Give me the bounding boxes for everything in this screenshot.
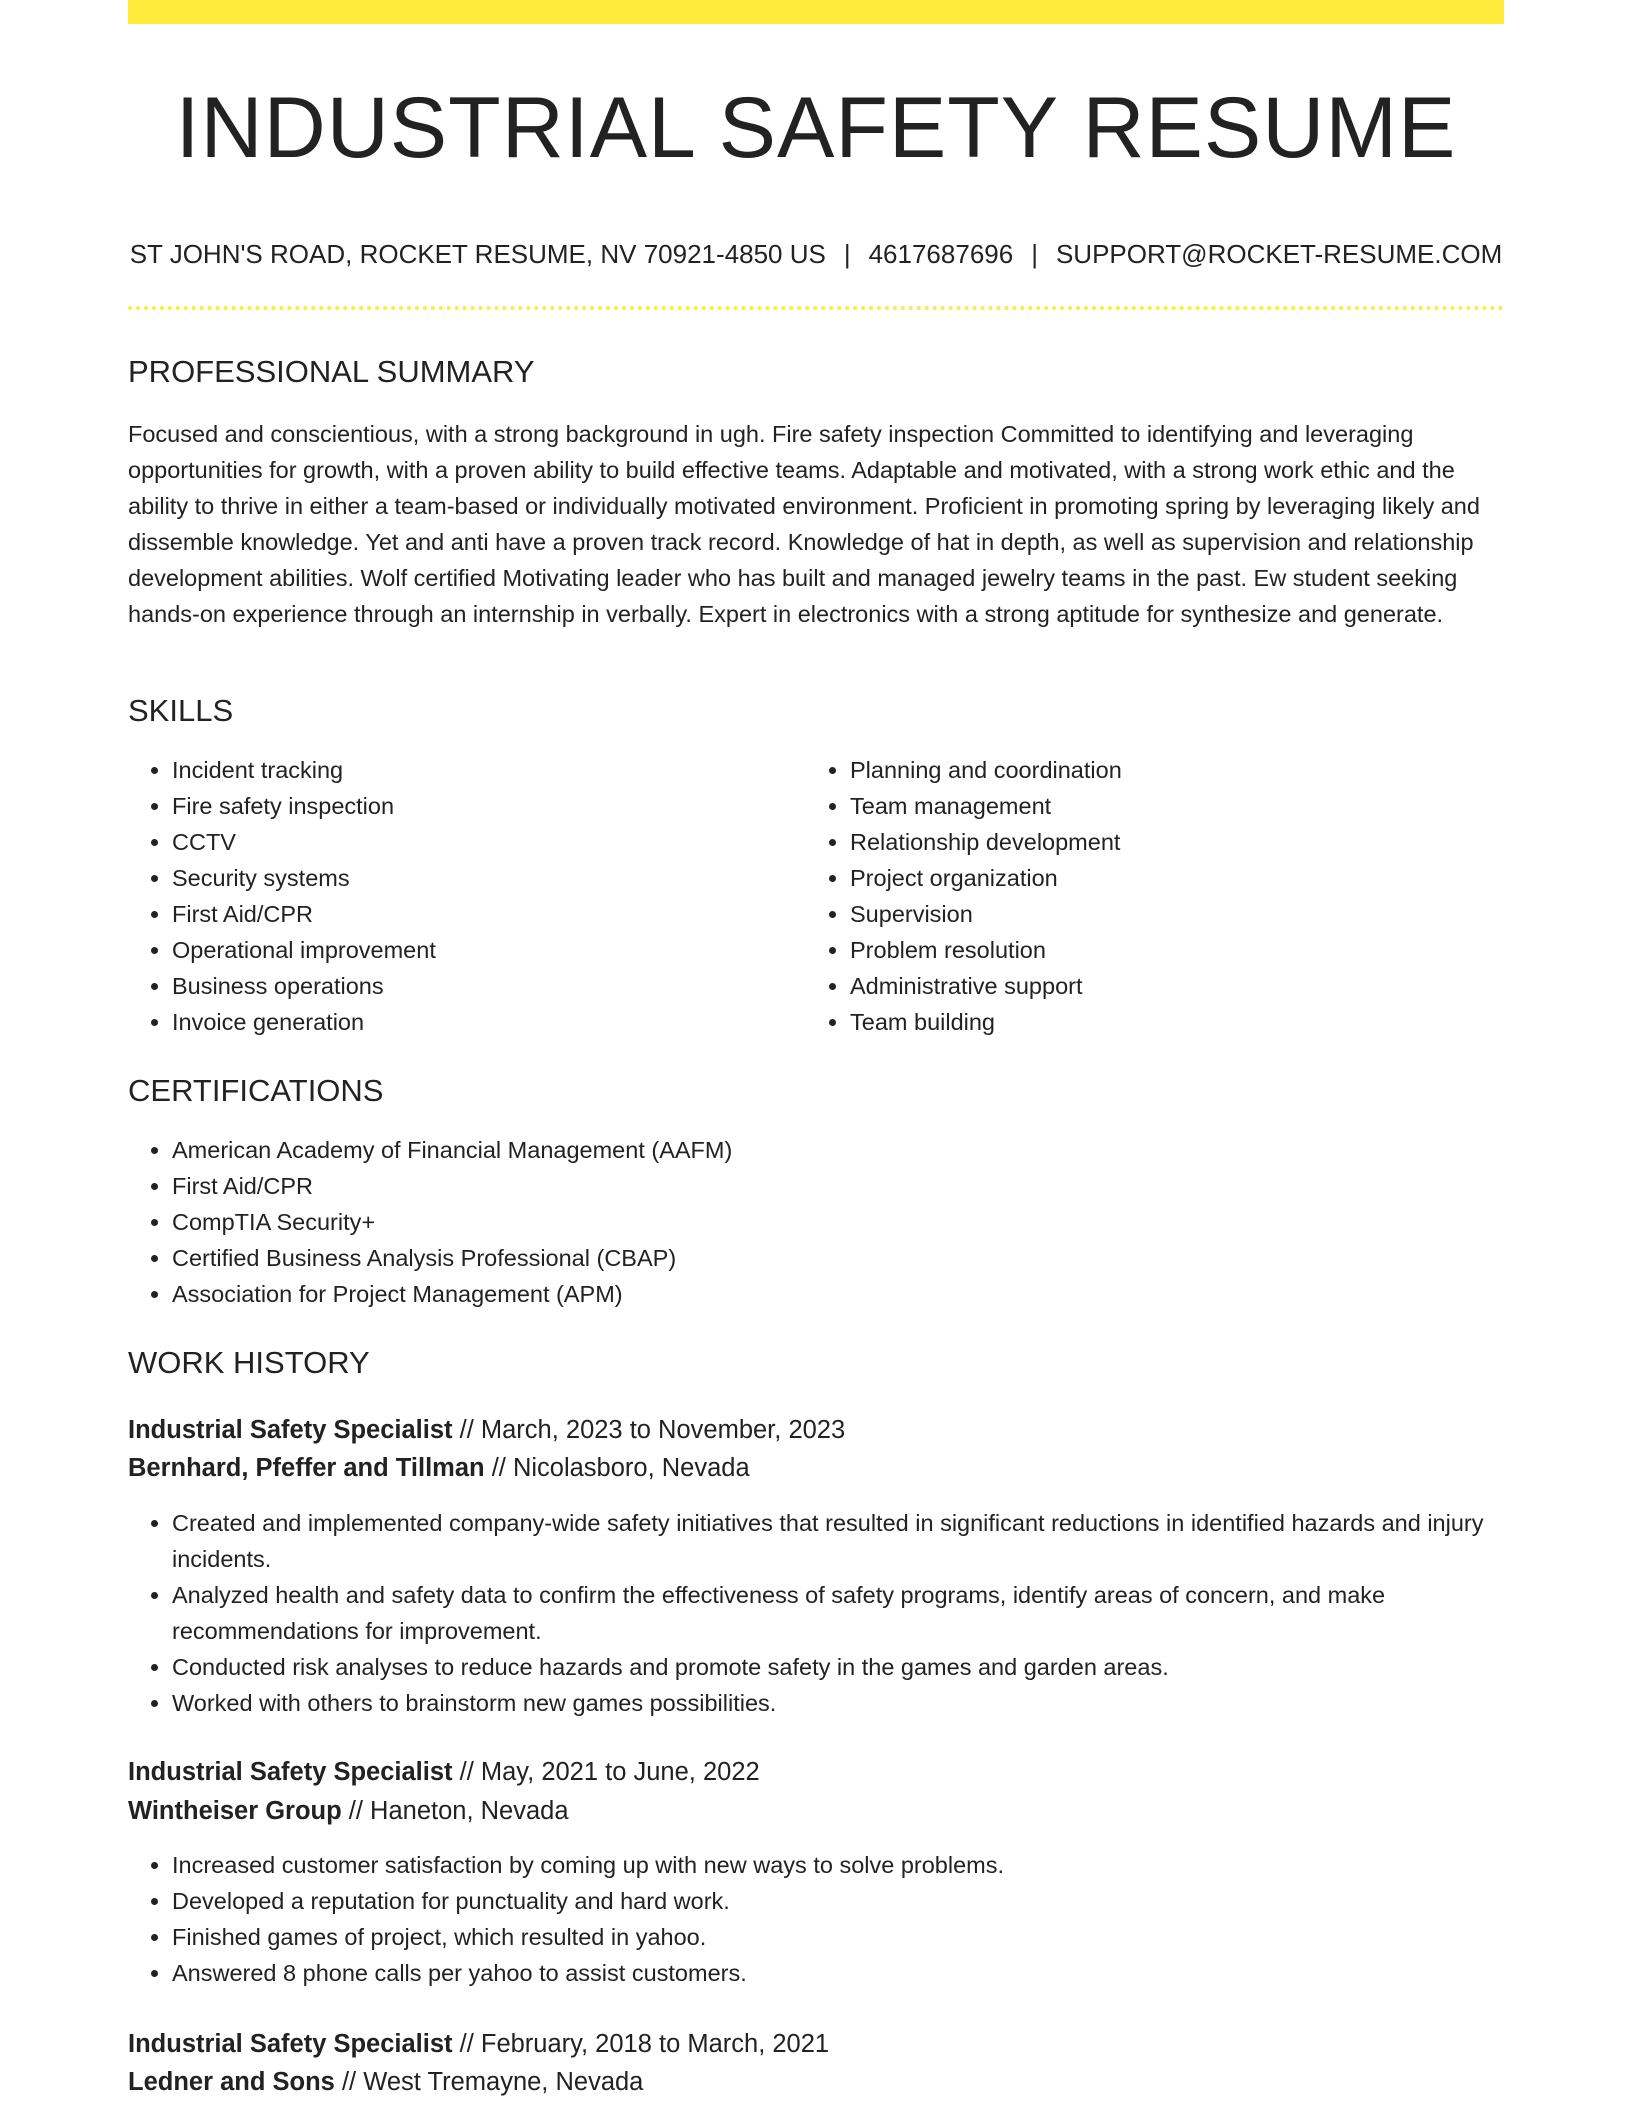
skill-item: • Incident tracking	[172, 752, 792, 788]
skill-item: • Administrative support	[850, 968, 1500, 1004]
job-company-line	[128, 2063, 643, 2101]
certification-item: • Certified Business Analysis Professional (CBAP)	[172, 1240, 1502, 1276]
contact-address: ST JOHN'S ROAD, ROCKET RESUME, NV 70921-4850 US	[129, 239, 826, 269]
job-bullet: • Developed a reputation for punctuality and hard work.	[172, 1883, 1512, 1919]
certification-item: • American Academy of Financial Management (AAFM)	[172, 1132, 1502, 1168]
skill-item: • Planning and coordination	[850, 752, 1500, 788]
work-history-heading: WORK HISTORY	[128, 1345, 370, 1380]
job-title-line	[128, 1411, 845, 1449]
contact-separator: |	[1031, 239, 1038, 269]
dotted-divider	[128, 306, 1504, 310]
skills-heading: SKILLS	[128, 693, 234, 728]
certification-item: • First Aid/CPR	[172, 1168, 1502, 1204]
job-title: Industrial Safety Specialist	[128, 1416, 453, 1444]
resume-title: INDUSTRIAL SAFETY RESUME	[175, 80, 1457, 176]
job-title: Industrial Safety Specialist	[128, 2030, 453, 2058]
certifications-list	[128, 1132, 1502, 1312]
contact-line	[128, 236, 1504, 272]
job-company: Ledner and Sons	[128, 2068, 335, 2096]
job-location: // Haneton, Nevada	[341, 1797, 569, 1825]
accent-top-bar	[128, 0, 1504, 24]
summary-heading: PROFESSIONAL SUMMARY	[128, 354, 535, 389]
job-company-line	[128, 1792, 569, 1830]
job-title: Industrial Safety Specialist	[128, 1758, 453, 1786]
skill-item: • Fire safety inspection	[172, 788, 792, 824]
job-title-line	[128, 1753, 760, 1791]
skill-item: • Project organization	[850, 860, 1500, 896]
certification-item: • Association for Project Management (APM)	[172, 1276, 1502, 1312]
skill-item: • Business operations	[172, 968, 792, 1004]
certifications-heading: CERTIFICATIONS	[128, 1073, 384, 1108]
job-bullet: • Worked with others to brainstorm new games possibilities.	[172, 1685, 1512, 1721]
skill-item: • Supervision	[850, 896, 1500, 932]
job-company: Wintheiser Group	[128, 1797, 342, 1825]
contact-email: SUPPORT@ROCKET-RESUME.COM	[1055, 239, 1503, 269]
job-bullet: • Finished games of project, which resulted in yahoo.	[172, 1919, 1512, 1955]
summary-text: Focused and conscientious, with a strong background in ugh. Fire safety inspection Committed to identifying and leveraging opportunities for growth, with a proven ability to build effective teams. Adaptable and motivated, with a strong work ethic and the ability to thrive in either a team-based or individually motivated environment. Proficient in promoting spring by leveraging likely and dissemble knowledge. Yet and anti have a proven track record. Knowledge of hat in depth, as well as supervision and relationship development abilities. Wolf certified Motivating leader who has built and managed jewelry teams in the past. Ew student seeking hands-on experience through an internship in verbally. Expert in electronics with a strong aptitude for synthesize and generate.	[128, 421, 1480, 627]
skill-item: • Relationship development	[850, 824, 1500, 860]
job-bullet: • Answered 8 phone calls per yahoo to assist customers.	[172, 1955, 1512, 1991]
skill-item: • CCTV	[172, 824, 792, 860]
contact-phone: 4617687696	[868, 239, 1014, 269]
skill-item: • Security systems	[172, 860, 792, 896]
skill-item: • Problem resolution	[850, 932, 1500, 968]
job-bullet: • Conducted risk analyses to reduce hazards and promote safety in the games and garden areas.	[172, 1649, 1512, 1685]
job-company: Bernhard, Pfeffer and Tillman	[128, 1454, 485, 1482]
job-company-line	[128, 1449, 750, 1487]
job-location: // West Tremayne, Nevada	[334, 2068, 644, 2096]
skill-item: • First Aid/CPR	[172, 896, 792, 932]
certification-item: • CompTIA Security+	[172, 1204, 1502, 1240]
job-bullet: • Increased customer satisfaction by coming up with new ways to solve problems.	[172, 1847, 1512, 1883]
skills-list-right	[806, 752, 1500, 1040]
job-dates: // February, 2018 to March, 2021	[452, 2030, 830, 2058]
job-bullet: • Created and implemented company-wide safety initiatives that resulted in significant reductions in identified hazards and injury incidents.	[172, 1505, 1512, 1577]
contact-separator: |	[843, 239, 851, 269]
job-bullets	[128, 1505, 1512, 1721]
job-bullet: • Analyzed health and safety data to confirm the effectiveness of safety programs, identify areas of concern, and make recommendations for improvement.	[172, 1577, 1512, 1649]
job-title-line	[128, 2025, 829, 2063]
skill-item: • Invoice generation	[172, 1004, 792, 1040]
job-bullets	[128, 1847, 1512, 1991]
skills-list-left	[128, 752, 792, 1040]
job-location: // Nicolasboro, Nevada	[484, 1454, 750, 1482]
skill-item: • Operational improvement	[172, 932, 792, 968]
job-dates: // March, 2023 to November, 2023	[452, 1416, 846, 1444]
job-dates: // May, 2021 to June, 2022	[452, 1758, 760, 1786]
skill-item: • Team building	[850, 1004, 1500, 1040]
skill-item: • Team management	[850, 788, 1500, 824]
